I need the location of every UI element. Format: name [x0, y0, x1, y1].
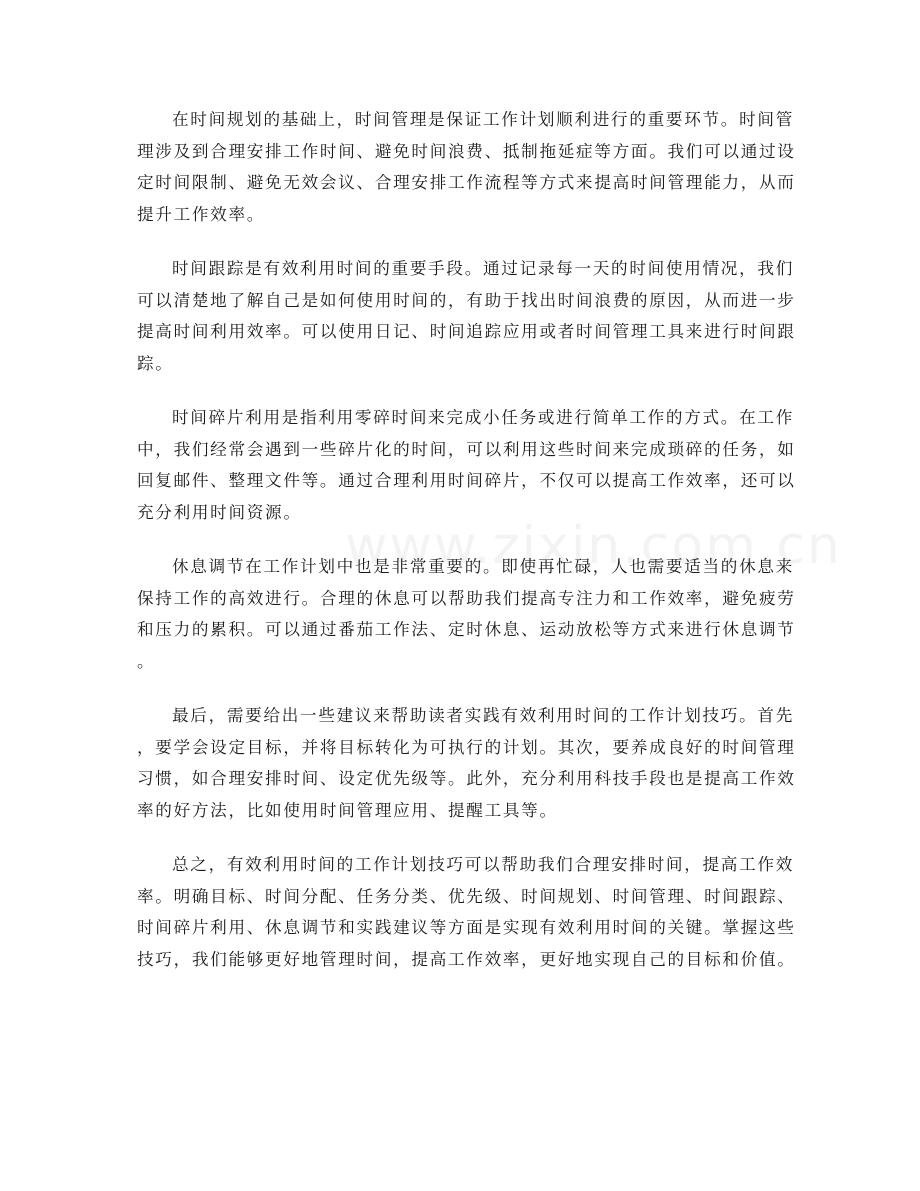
paragraph-conclusion [137, 849, 796, 975]
paragraph-line: 技巧，我们能够更好地管理时间，提高工作效率，更好地实现自己的目标和价值。 [137, 949, 796, 969]
paragraph-time-management [137, 104, 796, 230]
paragraph-line: 时间碎片利用是指利用零碎时间来完成小任务或进行简单工作的方式。在工作 [172, 408, 794, 427]
paragraph-time-tracking [137, 253, 796, 379]
paragraph-line: 时间跟踪是有效利用时间的重要手段。通过记录每一天的时间使用情况，我们 [172, 259, 794, 278]
paragraph-line: 回复邮件、整理文件等。通过合理利用时间碎片，不仅可以提高工作效率，还可以 [137, 471, 796, 490]
paragraph-line: 习惯，如合理安排时间、设定优先级等。此外，充分利用科技手段也是提高工作效 [137, 769, 796, 788]
paragraph-line: 定时间限制、避免无效会议、合理安排工作流程等方式来提高时间管理能力，从而 [137, 173, 796, 192]
paragraph-time-fragments [137, 402, 796, 528]
paragraph-line: 最后，需要给出一些建议来帮助读者实践有效利用时间的工作计划技巧。首先 [172, 706, 794, 725]
paragraph-line: 充分利用时间资源。 [137, 502, 302, 522]
paragraph-line: 总之，有效利用时间的工作计划技巧可以帮助我们合理安排时间，提高工作效 [172, 855, 794, 874]
paragraph-line: ，要学会设定目标，并将目标转化为可执行的计划。其次，要养成良好的时间管理 [137, 737, 796, 757]
paragraph-line: 踪。 [137, 353, 174, 373]
paragraph-line: 保持工作的高效进行。合理的休息可以帮助我们提高专注力和工作效率，避免疲劳 [137, 588, 796, 608]
paragraph-line: 在时间规划的基础上，时间管理是保证工作计划顺利进行的重要环节。时间管 [172, 110, 794, 129]
paragraph-line: 提高时间利用效率。可以使用日记、时间追踪应用或者时间管理工具来进行时间跟 [137, 322, 796, 341]
paragraph-line: 休息调节在工作计划中也是非常重要的。即使再忙碌，人也需要适当的休息来 [172, 557, 794, 576]
paragraph-line: 可以清楚地了解自己是如何使用时间的，有助于找出时间浪费的原因，从而进一步 [137, 290, 796, 310]
paragraph-line: 率。明确目标、时间分配、任务分类、优先级、时间规划、时间管理、时间跟踪、 [137, 886, 796, 906]
paragraph-line: 理涉及到合理安排工作时间、避免时间浪费、抵制拖延症等方面。我们可以通过设 [137, 141, 796, 161]
paragraph-line: 和压力的累积。可以通过番茄工作法、定时休息、运动放松等方式来进行休息调节 [137, 620, 796, 639]
document-body [137, 104, 796, 998]
paragraph-line: 时间碎片利用、休息调节和实践建议等方面是实现有效利用时间的关键。掌握这些 [137, 918, 796, 937]
paragraph-line: 中，我们经常会遇到一些碎片化的时间，可以利用这些时间来完成琐碎的任务，如 [137, 439, 796, 459]
paragraph-practice-advice [137, 700, 796, 826]
paragraph-line: 提升工作效率。 [137, 204, 266, 224]
paragraph-line: 率的好方法，比如使用时间管理应用、提醒工具等。 [137, 800, 558, 820]
paragraph-line: 。 [137, 651, 156, 671]
paragraph-rest-adjustment [137, 551, 796, 677]
